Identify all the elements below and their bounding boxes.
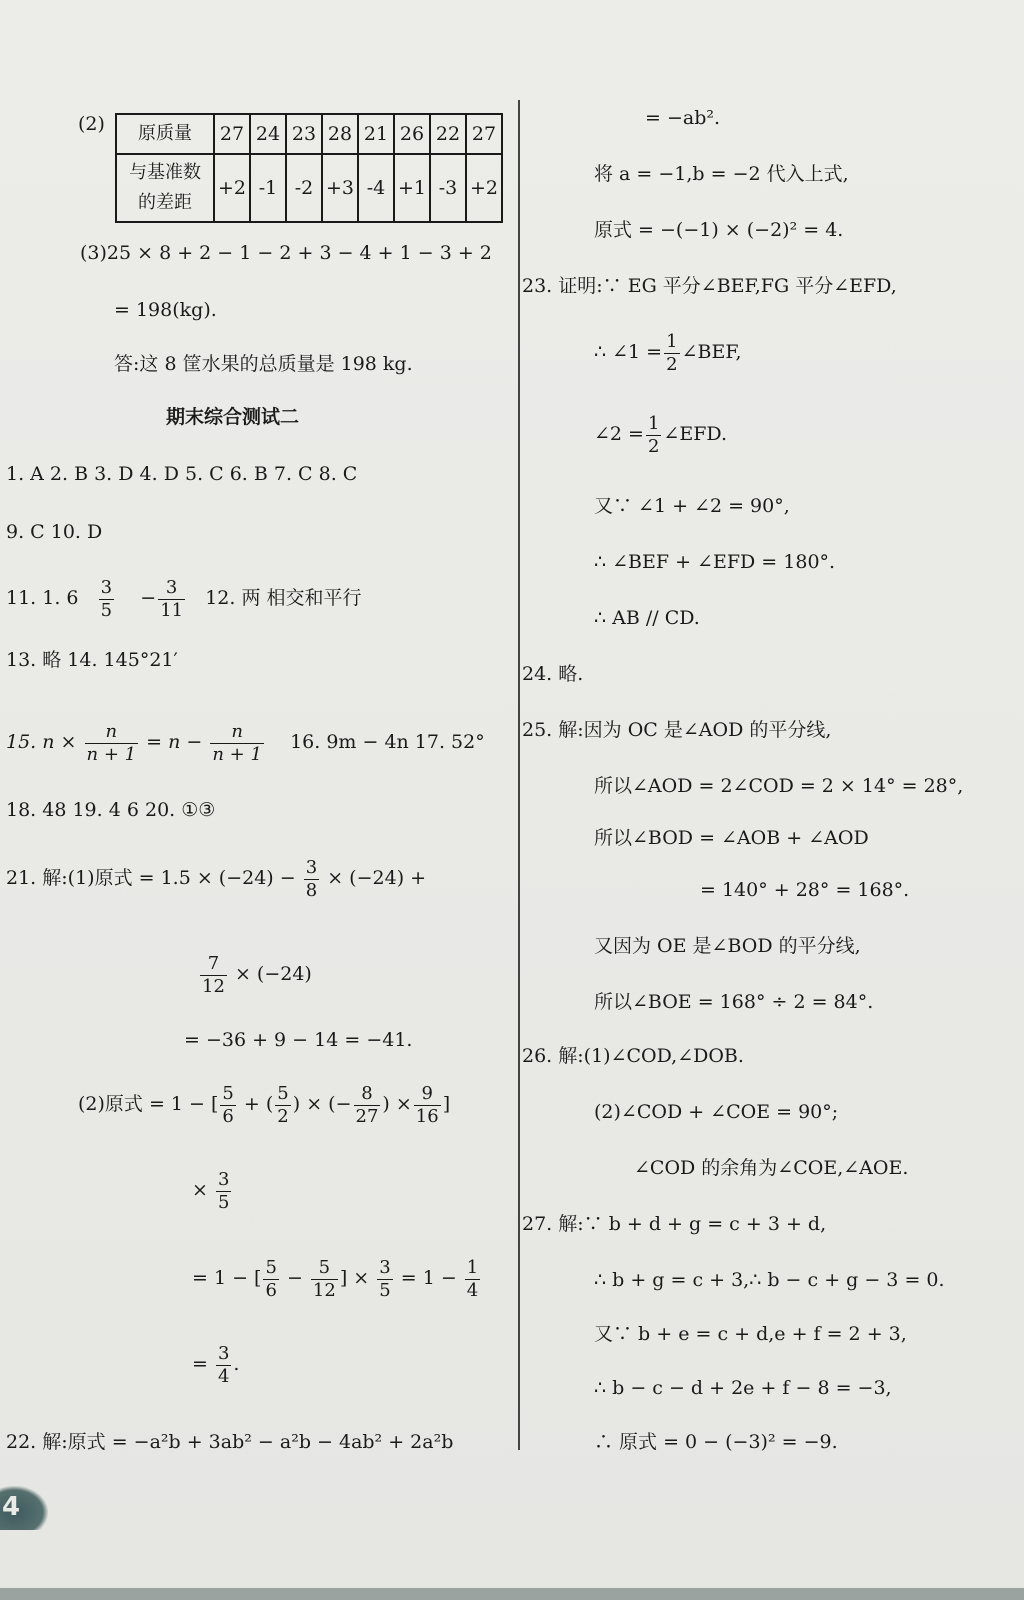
q23-line2	[594, 322, 742, 382]
q23-line3-b: ∠EFD.	[663, 423, 727, 445]
q23-line2-b: ∠BEF,	[681, 341, 742, 363]
table-header-cell	[116, 154, 214, 222]
q20-3-line1: (3)25 × 8 + 2 − 1 − 2 + 3 − 4 + 1 − 3 + 2	[80, 242, 492, 264]
q27-line5: ∴ 原式 = 0 − (−3)² = −9.	[594, 1431, 838, 1453]
numerator: 3	[158, 577, 185, 600]
denominator: 4	[217, 1365, 230, 1387]
q23-line5: ∴ ∠BEF + ∠EFD = 180°.	[594, 551, 836, 573]
q21-2-line4: = $\frac{3}{4}$ .	[192, 1342, 240, 1387]
q21-line3: = −36 + 9 − 14 = −41.	[184, 1029, 413, 1051]
numerator: 3	[305, 856, 318, 878]
fraction	[85, 721, 139, 766]
numerator: 1	[466, 1256, 479, 1278]
numerator: 1	[647, 412, 660, 434]
q21-2-line3: = 1 − [ $\frac{5}{6}$ − $\frac{5}{12}$ ] × $\frac{3}{5}$ = 1 − $\frac{1}{4}$	[192, 1256, 479, 1301]
table-cell: 26	[394, 114, 430, 154]
bottom-edge	[0, 1588, 1024, 1600]
q20-answer: 答:这 8 筐水果的总质量是 198 kg.	[114, 353, 413, 375]
denominator: n + 1	[212, 743, 262, 765]
denominator: 12	[312, 1279, 336, 1301]
page-number: 4	[2, 1492, 21, 1522]
denominator: 6	[265, 1279, 277, 1301]
table-cell: 21	[358, 114, 394, 154]
q21-line2	[198, 944, 312, 1004]
q18-20: 18. 48 19. 4 6 20. ①③	[6, 799, 216, 821]
q25-line6: 所以∠BOE = 168° ÷ 2 = 84°.	[594, 991, 874, 1013]
choice-answers-row1: 1. A 2. B 3. D 4. D 5. C 6. B 7. C 8. C	[6, 463, 358, 485]
q22-answer: 原式 = −(−1) × (−2)² = 4.	[594, 219, 844, 241]
denominator: 2	[647, 435, 660, 457]
q27-line3: 又∵ b + e = c + d,e + f = 2 + 3,	[594, 1323, 907, 1345]
table-cell: 27	[466, 114, 502, 154]
q25-line4: = 140° + 28° = 168°.	[700, 879, 910, 901]
denominator: 12	[202, 975, 225, 997]
q23-line1: 23. 证明:∵ EG 平分∠BEF,FG 平分∠EFD,	[522, 275, 897, 297]
fraction	[263, 1257, 278, 1302]
numerator: 8	[354, 1083, 381, 1106]
table-cell: 23	[286, 114, 322, 154]
q25-line2: 所以∠AOD = 2∠COD = 2 × 14° = 28°,	[594, 775, 964, 797]
q23-line4: 又∵ ∠1 + ∠2 = 90°,	[594, 495, 790, 517]
table-cell: -4	[358, 154, 394, 222]
page-number-badge	[0, 1486, 48, 1530]
numerator: 3	[217, 1168, 230, 1190]
q26-line2: (2)∠COD + ∠COE = 90°;	[594, 1101, 839, 1123]
table-cell: -1	[250, 154, 286, 222]
fraction	[664, 331, 679, 376]
q22-line1: 22. 解:原式 = −a²b + 3ab² − a²b − 4ab² + 2a²b	[6, 1431, 454, 1453]
numerator: 5	[265, 1256, 277, 1278]
denominator: 5	[379, 1279, 391, 1301]
numerator: 1	[666, 330, 678, 352]
column-divider	[518, 100, 520, 1450]
denominator: 5	[217, 1191, 230, 1213]
table-cell: -3	[430, 154, 466, 222]
q20-3-line2: = 198(kg).	[114, 299, 217, 321]
table-cell: 27	[214, 114, 250, 154]
table-cell: +2	[466, 154, 502, 222]
numerator: 3	[379, 1256, 391, 1278]
table-cell: +2	[214, 154, 250, 222]
q27-line4: ∴ b − c − d + 2e + f − 8 = −3,	[594, 1377, 892, 1399]
q25-line5: 又因为 OE 是∠BOD 的平分线,	[594, 935, 861, 957]
denominator: 2	[277, 1105, 289, 1127]
fraction	[354, 1083, 381, 1128]
q23-line2-a: ∴ ∠1 =	[594, 341, 663, 363]
q23-line3-a: ∠2 =	[594, 423, 644, 445]
denominator: 4	[466, 1279, 479, 1301]
fraction	[220, 1083, 235, 1128]
denominator: 11	[160, 599, 184, 621]
fraction	[216, 1169, 231, 1214]
q23-line6: ∴ AB // CD.	[594, 607, 700, 629]
table-cell: 22	[430, 114, 466, 154]
q24: 24. 略.	[522, 663, 584, 685]
table-cell: +1	[394, 154, 430, 222]
q27-line1: 27. 解:∵ b + d + g = c + 3 + d,	[522, 1213, 827, 1235]
fraction	[210, 721, 264, 766]
numerator: 9	[414, 1083, 441, 1106]
fraction	[304, 857, 319, 902]
q22-result: = −ab².	[645, 107, 721, 129]
denominator: 2	[666, 353, 678, 375]
q27-line2: ∴ b + g = c + 3,∴ b − c + g − 3 = 0.	[594, 1269, 945, 1291]
fraction	[465, 1257, 480, 1302]
q22-substitute: 将 a = −1,b = −2 代入上式,	[594, 163, 849, 185]
numerator: n	[85, 721, 139, 744]
table-header-cell: 原质量	[116, 114, 214, 154]
q21-line1-b: × (−24) +	[327, 867, 427, 889]
table-row	[116, 114, 502, 154]
q26-line1: 26. 解:(1)∠COD,∠DOB.	[522, 1045, 744, 1067]
denominator: n + 1	[86, 743, 137, 765]
fraction	[200, 953, 227, 998]
table-cell: 28	[322, 114, 358, 154]
numerator: 5	[222, 1082, 234, 1104]
q15-mid: = n −	[146, 731, 203, 753]
minus-sign: −	[140, 587, 157, 609]
numerator: 5	[277, 1082, 289, 1104]
q21-line1-a: 21. 解:(1)原式 = 1.5 × (−24) −	[6, 867, 296, 889]
table-cell: +3	[322, 154, 358, 222]
table-row	[116, 154, 502, 222]
table-header-line: 与基准数	[129, 162, 201, 183]
table-label: (2)	[78, 113, 105, 135]
fraction	[646, 413, 661, 458]
q25-line3: 所以∠BOD = ∠AOB + ∠AOD	[594, 827, 869, 849]
denominator: 8	[305, 879, 318, 901]
q23-line3	[594, 404, 727, 464]
denominator: 5	[100, 599, 113, 621]
q12-text: 12. 两 相交和平行	[205, 587, 362, 609]
q16-17-text: 16. 9m − 4n 17. 52°	[290, 731, 485, 753]
q15-prefix: 15. n ×	[6, 731, 77, 753]
q26-line3: ∠COD 的余角为∠COE,∠AOE.	[634, 1157, 909, 1179]
fraction	[99, 577, 114, 622]
q21-2-a: (2)原式 = 1 − [	[78, 1093, 219, 1115]
fraction	[311, 1257, 338, 1302]
section-title: 期末综合测试二	[166, 406, 300, 428]
q13-14: 13. 略 14. 145°21′	[6, 649, 178, 671]
denominator: 6	[222, 1105, 234, 1127]
q11-12	[6, 568, 362, 628]
q21-line1	[6, 848, 426, 908]
q11-prefix: 11. 1. 6	[6, 587, 79, 609]
numerator: 7	[200, 953, 227, 976]
denominator: 16	[415, 1105, 439, 1127]
q21-2-line2: × $\frac{3}{5}$	[192, 1168, 230, 1213]
numerator: 3	[217, 1342, 230, 1364]
numerator: 5	[311, 1257, 338, 1280]
q25-line1: 25. 解:因为 OC 是∠AOD 的平分线,	[522, 719, 832, 741]
table-cell: -2	[286, 154, 322, 222]
fraction	[275, 1083, 290, 1128]
q21-2-l3-a: = 1 − [	[192, 1267, 262, 1289]
fraction	[158, 577, 185, 622]
q21-2-line1: (2)原式 = 1 − [ $\frac{5}{6}$ + ( $\frac{5}{2}$ ) × (− $\frac{8}{27}$ ) × $\frac{9}{16}$ ]	[78, 1082, 451, 1127]
fruit-weight-table	[115, 113, 503, 223]
choice-answers-row2: 9. C 10. D	[6, 521, 103, 543]
fraction	[216, 1343, 231, 1388]
q21-line2-b: × (−24)	[234, 963, 312, 985]
denominator: 27	[355, 1105, 379, 1127]
numerator: n	[210, 721, 264, 744]
fraction	[377, 1257, 392, 1302]
q15-17	[6, 712, 485, 772]
numerator: 3	[100, 576, 113, 598]
table-header-line: 的差距	[138, 192, 192, 213]
table-cell: 24	[250, 114, 286, 154]
fraction	[414, 1083, 441, 1128]
